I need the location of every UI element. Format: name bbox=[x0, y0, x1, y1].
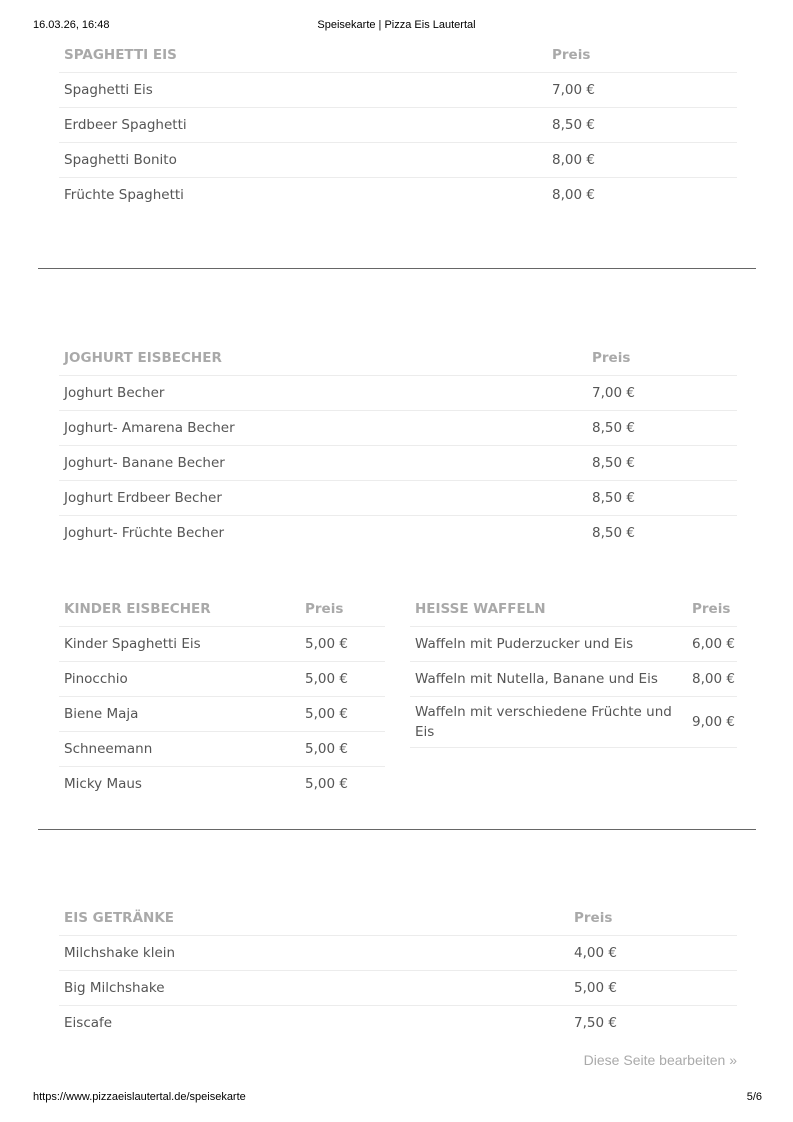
menu-table-spaghetti-eis bbox=[59, 38, 737, 212]
table-row bbox=[410, 697, 737, 748]
table-row bbox=[59, 627, 385, 662]
section-divider bbox=[38, 829, 756, 830]
item-price: 5,00 € bbox=[300, 732, 385, 767]
item-price: 5,00 € bbox=[300, 697, 385, 732]
table-row bbox=[410, 662, 737, 697]
item-price: 8,50 € bbox=[587, 446, 737, 481]
table-row bbox=[59, 178, 737, 213]
item-price: 8,50 € bbox=[587, 481, 737, 516]
item-price: 6,00 € bbox=[687, 627, 737, 662]
item-name: Joghurt Erdbeer Becher bbox=[59, 481, 587, 516]
table-row bbox=[59, 143, 737, 178]
menu-table-heisse-waffeln bbox=[410, 592, 737, 748]
table-row bbox=[59, 481, 737, 516]
table-row bbox=[59, 732, 385, 767]
item-price: 7,00 € bbox=[547, 73, 737, 108]
item-price: 5,00 € bbox=[300, 627, 385, 662]
table-end-row bbox=[410, 748, 737, 749]
item-name: Joghurt Becher bbox=[59, 376, 587, 411]
table-row bbox=[410, 627, 737, 662]
item-name: Milchshake klein bbox=[59, 936, 569, 971]
table-row bbox=[59, 108, 737, 143]
menu-table-kinder-eisbecher bbox=[59, 592, 385, 801]
price-heading: Preis bbox=[574, 910, 613, 926]
item-name: Schneemann bbox=[59, 732, 300, 767]
table-row bbox=[59, 767, 385, 802]
table-header-row bbox=[59, 592, 385, 627]
item-price: 8,50 € bbox=[587, 411, 737, 446]
section-divider bbox=[38, 268, 756, 269]
item-name: Biene Maja bbox=[59, 697, 300, 732]
item-name: Micky Maus bbox=[59, 767, 300, 802]
table-row bbox=[59, 662, 385, 697]
print-date: 16.03.26, 16:48 bbox=[33, 19, 110, 31]
price-heading: Preis bbox=[692, 601, 731, 617]
item-name: Waffeln mit Nutella, Banane und Eis bbox=[410, 662, 687, 697]
table-header-row bbox=[59, 341, 737, 376]
item-name: Waffeln mit verschiedene Früchte und Eis bbox=[410, 697, 687, 748]
item-price: 7,50 € bbox=[569, 1006, 737, 1041]
price-heading: Preis bbox=[592, 350, 631, 366]
item-price: 8,50 € bbox=[547, 108, 737, 143]
table-header-row bbox=[59, 901, 737, 936]
print-url: https://www.pizzaeislautertal.de/speisekarte bbox=[33, 1091, 246, 1103]
item-price: 5,00 € bbox=[300, 662, 385, 697]
table-end-line bbox=[687, 748, 737, 749]
item-price: 4,00 € bbox=[569, 936, 737, 971]
item-name: Früchte Spaghetti bbox=[59, 178, 547, 213]
item-price: 9,00 € bbox=[687, 697, 737, 748]
item-name: Erdbeer Spaghetti bbox=[59, 108, 547, 143]
item-name: Eiscafe bbox=[59, 1006, 569, 1041]
item-price: 8,00 € bbox=[687, 662, 737, 697]
price-heading: Preis bbox=[305, 601, 344, 617]
section-heading: JOGHURT EISBECHER bbox=[64, 350, 222, 366]
edit-page-link[interactable]: Diese Seite bearbeiten » bbox=[583, 1052, 737, 1068]
table-row bbox=[59, 516, 737, 551]
menu-table-joghurt-eisbecher bbox=[59, 341, 737, 550]
page-number: 5/6 bbox=[746, 1091, 762, 1103]
section-heading: SPAGHETTI EIS bbox=[64, 47, 177, 63]
section-heading: HEISSE WAFFELN bbox=[415, 601, 546, 617]
section-heading: EIS GETRÄNKE bbox=[64, 910, 175, 926]
item-name: Spaghetti Eis bbox=[59, 73, 547, 108]
print-title: Speisekarte | Pizza Eis Lautertal bbox=[317, 19, 476, 31]
table-end-line bbox=[410, 748, 687, 749]
table-row bbox=[59, 73, 737, 108]
item-name: Waffeln mit Puderzucker und Eis bbox=[410, 627, 687, 662]
item-price: 8,00 € bbox=[547, 143, 737, 178]
item-price: 7,00 € bbox=[587, 376, 737, 411]
item-price: 8,50 € bbox=[587, 516, 737, 551]
table-row bbox=[59, 1006, 737, 1041]
item-price: 5,00 € bbox=[300, 767, 385, 802]
section-heading: KINDER EISBECHER bbox=[64, 601, 211, 617]
item-name: Pinocchio bbox=[59, 662, 300, 697]
table-row bbox=[59, 411, 737, 446]
item-name: Joghurt- Banane Becher bbox=[59, 446, 587, 481]
table-row bbox=[59, 697, 385, 732]
table-header-row bbox=[59, 38, 737, 73]
print-footer bbox=[0, 1091, 793, 1105]
item-name: Joghurt- Früchte Becher bbox=[59, 516, 587, 551]
table-row bbox=[59, 936, 737, 971]
item-name: Kinder Spaghetti Eis bbox=[59, 627, 300, 662]
table-row bbox=[59, 446, 737, 481]
table-row bbox=[59, 376, 737, 411]
table-row bbox=[59, 971, 737, 1006]
item-price: 5,00 € bbox=[569, 971, 737, 1006]
table-header-row bbox=[410, 592, 737, 627]
item-name: Spaghetti Bonito bbox=[59, 143, 547, 178]
print-header bbox=[0, 19, 793, 33]
price-heading: Preis bbox=[552, 47, 591, 63]
item-name: Big Milchshake bbox=[59, 971, 569, 1006]
menu-table-eis-getraenke bbox=[59, 901, 737, 1040]
item-name: Joghurt- Amarena Becher bbox=[59, 411, 587, 446]
item-price: 8,00 € bbox=[547, 178, 737, 213]
